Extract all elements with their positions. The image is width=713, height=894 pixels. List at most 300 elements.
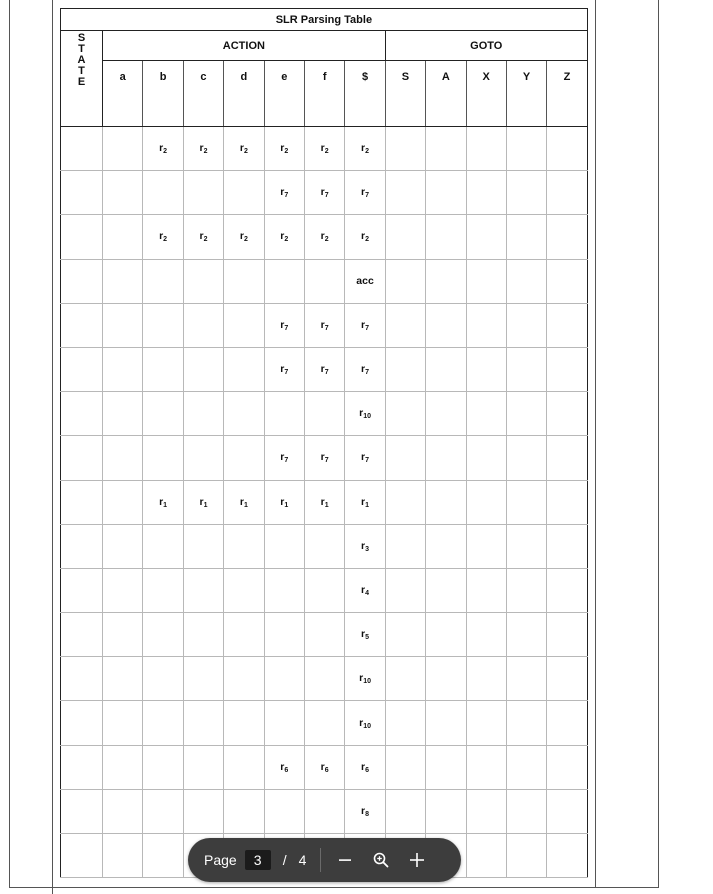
table-cell — [466, 215, 506, 259]
table-cell — [224, 303, 264, 347]
cell-value: $r_7$ — [280, 451, 289, 465]
table-cell — [103, 657, 143, 701]
column-header: X — [466, 61, 506, 127]
table-cell — [304, 436, 344, 480]
cell-value: $r_{10}$ — [359, 716, 371, 730]
table-cell — [143, 303, 183, 347]
table-cell — [143, 436, 183, 480]
table-row — [61, 127, 588, 171]
state-cell — [61, 171, 103, 215]
state-cell — [61, 834, 103, 878]
table-cell — [143, 745, 183, 789]
column-header: f — [304, 61, 344, 127]
cell-value: $r_2$ — [280, 142, 289, 156]
state-letter: T — [78, 65, 85, 77]
table-cell — [345, 568, 385, 612]
table-cell — [264, 171, 304, 215]
page-label: Page — [204, 852, 237, 868]
table-cell — [224, 568, 264, 612]
table-cell — [183, 259, 223, 303]
table-cell — [506, 524, 546, 568]
table-cell — [103, 834, 143, 878]
table-cell — [224, 347, 264, 391]
cell-value: $r_7$ — [320, 451, 329, 465]
table-cell — [426, 259, 466, 303]
table-cell — [304, 524, 344, 568]
doc-border-right — [595, 0, 596, 888]
cell-value: $r_6$ — [280, 760, 289, 774]
state-cell — [61, 657, 103, 701]
table-cell — [426, 303, 466, 347]
cell-value: $r_1$ — [280, 495, 289, 509]
table-cell — [345, 171, 385, 215]
cell-value: $r_7$ — [361, 186, 370, 200]
column-header: d — [224, 61, 264, 127]
cell-value: $r_7$ — [280, 318, 289, 332]
table-cell — [345, 480, 385, 524]
table-cell — [506, 259, 546, 303]
table-cell — [304, 127, 344, 171]
table-cell — [304, 480, 344, 524]
table-cell — [264, 701, 304, 745]
page-separator: / — [282, 852, 287, 868]
cell-value: $r_{10}$ — [359, 407, 371, 421]
cell-value: $r_2$ — [361, 230, 370, 244]
table-cell — [264, 392, 304, 436]
state-column-header — [61, 31, 103, 127]
table-cell — [466, 568, 506, 612]
state-cell — [61, 215, 103, 259]
table-cell — [224, 171, 264, 215]
table-cell — [506, 745, 546, 789]
table-cell — [345, 524, 385, 568]
cell-value: $r_2$ — [361, 142, 370, 156]
state-cell — [61, 347, 103, 391]
table-cell — [143, 171, 183, 215]
table-cell — [183, 657, 223, 701]
cell-value: $r_2$ — [280, 230, 289, 244]
table-cell — [426, 127, 466, 171]
table-cell — [345, 303, 385, 347]
goto-header: GOTO — [385, 31, 587, 61]
zoom-out-icon — [337, 852, 353, 868]
table-cell — [547, 303, 587, 347]
table-cell — [466, 303, 506, 347]
zoom-in-button[interactable] — [399, 842, 435, 878]
table-cell — [466, 657, 506, 701]
table-cell — [103, 259, 143, 303]
table-cell — [103, 127, 143, 171]
table-cell — [426, 657, 466, 701]
table-cell — [506, 834, 546, 878]
table-row — [61, 568, 588, 612]
table-cell — [143, 524, 183, 568]
table-cell — [224, 127, 264, 171]
table-cell — [103, 524, 143, 568]
table-row — [61, 303, 588, 347]
action-header: ACTION — [103, 31, 386, 61]
cell-value: $r_2$ — [199, 142, 208, 156]
table-cell — [385, 436, 425, 480]
table-cell — [183, 789, 223, 833]
table-cell — [304, 613, 344, 657]
table-cell — [506, 657, 546, 701]
cell-value: $r_3$ — [361, 539, 370, 553]
table-cell — [385, 524, 425, 568]
table-cell — [547, 392, 587, 436]
table-cell — [183, 347, 223, 391]
table-row — [61, 480, 588, 524]
table-cell — [547, 524, 587, 568]
table-cell — [547, 568, 587, 612]
table-cell — [385, 259, 425, 303]
cell-value: $r_5$ — [361, 628, 370, 642]
column-header: b — [143, 61, 183, 127]
table-cell — [466, 171, 506, 215]
table-cell — [183, 745, 223, 789]
table-cell — [304, 392, 344, 436]
zoom-in-icon — [408, 851, 426, 869]
table-cell — [506, 215, 546, 259]
table-cell — [385, 789, 425, 833]
table-cell — [224, 613, 264, 657]
table-cell — [183, 171, 223, 215]
table-cell — [547, 701, 587, 745]
cell-value: $r_7$ — [280, 186, 289, 200]
table-cell — [426, 613, 466, 657]
table-cell — [103, 436, 143, 480]
table-cell — [224, 745, 264, 789]
table-cell — [264, 436, 304, 480]
table-cell — [385, 303, 425, 347]
table-cell — [547, 789, 587, 833]
cell-value: $r_7$ — [361, 318, 370, 332]
table-cell — [385, 613, 425, 657]
state-cell — [61, 259, 103, 303]
cell-value: $r_6$ — [361, 760, 370, 774]
table-cell — [304, 568, 344, 612]
table-cell — [304, 347, 344, 391]
total-pages: 4 — [298, 852, 307, 868]
table-cell — [466, 259, 506, 303]
table-cell — [143, 392, 183, 436]
table-cell — [304, 745, 344, 789]
table-cell — [345, 701, 385, 745]
state-letter: T — [78, 43, 85, 55]
table-cell — [345, 613, 385, 657]
table-cell — [506, 303, 546, 347]
table-cell — [547, 436, 587, 480]
table-cell — [345, 745, 385, 789]
table-cell — [224, 480, 264, 524]
cell-value: $r_8$ — [361, 804, 370, 818]
table-cell — [143, 215, 183, 259]
cell-value: $r_2$ — [239, 230, 248, 244]
table-cell — [143, 789, 183, 833]
table-cell — [304, 701, 344, 745]
table-cell — [264, 524, 304, 568]
table-cell — [304, 259, 344, 303]
table-cell — [466, 392, 506, 436]
table-cell — [466, 347, 506, 391]
table-cell — [264, 127, 304, 171]
table-cell — [103, 701, 143, 745]
cell-value: $r_2$ — [159, 230, 168, 244]
cell-value: $r_1$ — [199, 495, 208, 509]
table-cell — [143, 834, 183, 878]
table-cell — [183, 524, 223, 568]
zoom-button[interactable] — [363, 842, 399, 878]
table-cell — [304, 657, 344, 701]
table-cell — [304, 303, 344, 347]
table-cell — [183, 127, 223, 171]
state-cell — [61, 392, 103, 436]
table-cell — [264, 789, 304, 833]
table-cell — [345, 789, 385, 833]
zoom-out-button[interactable] — [327, 842, 363, 878]
table-cell — [547, 613, 587, 657]
cell-value: $r_1$ — [239, 495, 248, 509]
cell-value: $r_1$ — [320, 495, 329, 509]
table-cell — [345, 657, 385, 701]
state-cell — [61, 745, 103, 789]
table-row — [61, 524, 588, 568]
state-cell — [61, 303, 103, 347]
page-border-right — [658, 0, 659, 888]
table-row — [61, 215, 588, 259]
column-header: A — [426, 61, 466, 127]
cell-value: $r_6$ — [320, 760, 329, 774]
table-cell — [103, 480, 143, 524]
table-cell — [385, 347, 425, 391]
table-cell — [466, 701, 506, 745]
table-cell — [183, 480, 223, 524]
table-cell — [103, 568, 143, 612]
table-cell — [103, 789, 143, 833]
page-bottom-border — [9, 887, 659, 888]
doc-border-left — [52, 0, 53, 894]
table-cell — [103, 303, 143, 347]
table-cell — [506, 347, 546, 391]
table-cell — [426, 480, 466, 524]
column-header: $ — [345, 61, 385, 127]
table-cell — [264, 613, 304, 657]
table-cell — [385, 127, 425, 171]
table-cell — [143, 259, 183, 303]
table-cell — [304, 789, 344, 833]
table-cell — [345, 347, 385, 391]
table-cell — [506, 701, 546, 745]
table-cell — [264, 303, 304, 347]
cell-value: $r_7$ — [280, 363, 289, 377]
cell-value: $r_1$ — [159, 495, 168, 509]
table-cell — [143, 701, 183, 745]
table-cell — [224, 436, 264, 480]
table-cell — [426, 171, 466, 215]
table-cell — [385, 568, 425, 612]
slr-parsing-table — [60, 8, 588, 878]
cell-value: acc — [356, 275, 374, 288]
state-letter: S — [77, 32, 86, 44]
table-cell — [506, 392, 546, 436]
table-cell — [143, 347, 183, 391]
state-cell — [61, 480, 103, 524]
table-cell — [466, 745, 506, 789]
state-cell — [61, 789, 103, 833]
table-cell — [466, 524, 506, 568]
table-cell — [143, 613, 183, 657]
table-cell — [385, 171, 425, 215]
table-cell — [264, 657, 304, 701]
table-cell — [143, 568, 183, 612]
table-cell — [103, 347, 143, 391]
table-cell — [345, 215, 385, 259]
table-cell — [143, 480, 183, 524]
table-row — [61, 171, 588, 215]
table-cell — [506, 568, 546, 612]
table-cell — [183, 215, 223, 259]
table-cell — [264, 568, 304, 612]
cell-value: $r_2$ — [199, 230, 208, 244]
table-cell — [183, 701, 223, 745]
current-page-input[interactable]: 3 — [245, 850, 271, 870]
table-cell — [385, 392, 425, 436]
table-cell — [103, 171, 143, 215]
table-cell — [224, 789, 264, 833]
table-row — [61, 657, 588, 701]
cell-value: $r_2$ — [239, 142, 248, 156]
table-cell — [426, 215, 466, 259]
state-cell — [61, 701, 103, 745]
table-cell — [547, 480, 587, 524]
table-cell — [224, 524, 264, 568]
zoom-icon — [372, 851, 390, 869]
table-cell — [103, 392, 143, 436]
table-cell — [466, 834, 506, 878]
cell-value: $r_4$ — [361, 583, 370, 597]
table-cell — [224, 392, 264, 436]
table-cell — [385, 657, 425, 701]
cell-value: $r_7$ — [361, 363, 370, 377]
table-cell — [264, 480, 304, 524]
table-cell — [143, 127, 183, 171]
column-header: Z — [547, 61, 587, 127]
cell-value: $r_7$ — [320, 318, 329, 332]
state-letter: E — [77, 76, 86, 88]
table-cell — [385, 701, 425, 745]
table-cell — [426, 524, 466, 568]
column-header: a — [103, 61, 143, 127]
column-header: c — [183, 61, 223, 127]
cell-value: $r_7$ — [320, 186, 329, 200]
table-cell — [264, 745, 304, 789]
table-cell — [466, 127, 506, 171]
cell-value: $r_{10}$ — [359, 672, 371, 686]
table-cell — [224, 701, 264, 745]
table-cell — [426, 701, 466, 745]
state-cell — [61, 524, 103, 568]
table-row — [61, 259, 588, 303]
table-cell — [426, 392, 466, 436]
table-cell — [506, 613, 546, 657]
cell-value: $r_7$ — [361, 451, 370, 465]
table-cell — [103, 745, 143, 789]
table-cell — [547, 215, 587, 259]
table-cell — [547, 259, 587, 303]
table-row — [61, 701, 588, 745]
table-cell — [224, 657, 264, 701]
state-cell — [61, 568, 103, 612]
state-letter: A — [77, 54, 86, 66]
table-row — [61, 347, 588, 391]
table-cell — [426, 347, 466, 391]
table-cell — [506, 789, 546, 833]
cell-value: $r_1$ — [361, 495, 370, 509]
table-cell — [183, 568, 223, 612]
table-cell — [466, 789, 506, 833]
table-cell — [506, 480, 546, 524]
table-cell — [547, 657, 587, 701]
table-cell — [506, 436, 546, 480]
table-row — [61, 392, 588, 436]
cell-value: $r_2$ — [320, 230, 329, 244]
table-cell — [426, 568, 466, 612]
table-cell — [385, 215, 425, 259]
column-header: S — [385, 61, 425, 127]
table-cell — [547, 745, 587, 789]
table-cell — [183, 436, 223, 480]
table-cell — [547, 171, 587, 215]
table-row — [61, 436, 588, 480]
table-row — [61, 789, 588, 833]
table-cell — [264, 347, 304, 391]
table-cell — [466, 436, 506, 480]
table-cell — [426, 436, 466, 480]
table-cell — [103, 215, 143, 259]
table-cell — [264, 259, 304, 303]
table-cell — [547, 834, 587, 878]
table-cell — [345, 127, 385, 171]
table-cell — [385, 480, 425, 524]
table-cell — [466, 480, 506, 524]
table-cell — [506, 171, 546, 215]
pdf-page-toolbar — [188, 838, 461, 882]
table-cell — [304, 171, 344, 215]
table-cell — [264, 215, 304, 259]
table-cell — [143, 657, 183, 701]
column-header: e — [264, 61, 304, 127]
table-row — [61, 613, 588, 657]
table-title: SLR Parsing Table — [61, 9, 588, 31]
cell-value: $r_2$ — [159, 142, 168, 156]
state-cell — [61, 436, 103, 480]
table-cell — [224, 259, 264, 303]
table-cell — [385, 745, 425, 789]
table-cell — [547, 347, 587, 391]
table-cell — [345, 392, 385, 436]
table-cell — [103, 613, 143, 657]
table-cell — [466, 613, 506, 657]
state-cell — [61, 613, 103, 657]
table-cell — [345, 436, 385, 480]
table-cell — [426, 745, 466, 789]
table-cell — [183, 613, 223, 657]
table-cell — [547, 127, 587, 171]
table-cell — [345, 259, 385, 303]
table-cell — [224, 215, 264, 259]
column-header: Y — [506, 61, 546, 127]
table-cell — [304, 215, 344, 259]
